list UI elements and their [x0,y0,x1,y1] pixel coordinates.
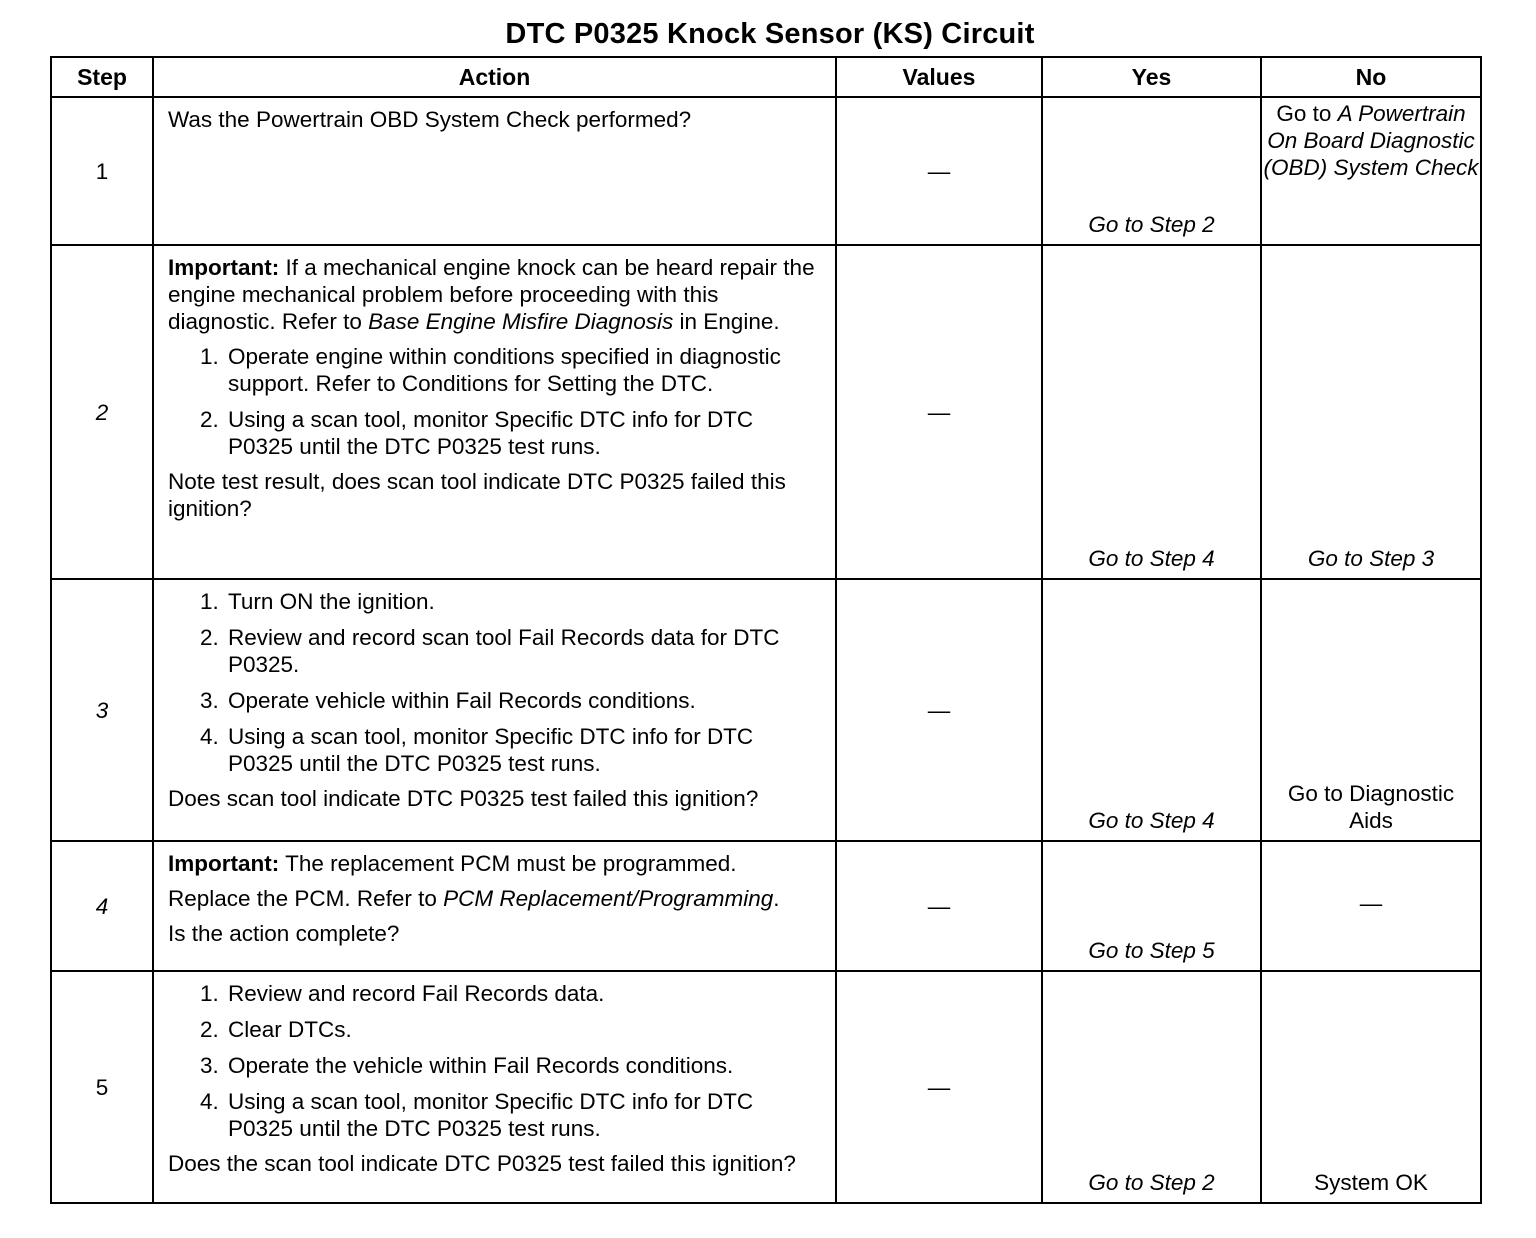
values-cell: — [836,97,1042,245]
important-label: Important: [168,255,280,280]
important-note [168,254,821,335]
action-question: Does the scan tool indicate DTC P0325 test failed this ignition? [168,1151,796,1176]
substeps-list [168,980,821,1142]
no-cell: Go to Diagnostic Aids [1261,579,1481,841]
list-item: 1. Turn ON the ignition. [225,588,821,615]
important-text: The replacement PCM must be programmed. [279,851,737,876]
values-cell: — [836,841,1042,971]
action-question: Does scan tool indicate DTC P0325 test failed this ignition? [168,786,759,811]
action-cell [153,971,836,1203]
list-item: 3. Operate the vehicle within Fail Records conditions. [225,1052,821,1079]
step-number: 1 [51,97,153,245]
list-item: 4. Using a scan tool, monitor Specific DTC info for DTC P0325 until the DTC P0325 test runs. [225,1088,821,1142]
replace-instruction [168,885,821,912]
replace-reference: PCM Replacement/Programming [443,886,774,911]
list-item: 3. Operate vehicle within Fail Records conditions. [225,687,821,714]
replace-tail: . [773,886,780,911]
action-cell [153,841,836,971]
table-row-step-3 [51,579,1481,841]
substeps-list [168,588,821,777]
values-cell: — [836,971,1042,1203]
step-number: 5 [51,971,153,1203]
yes-cell: Go to Step 2 [1042,971,1261,1203]
important-tail: in Engine. [673,309,780,334]
table-row-step-2 [51,245,1481,579]
no-cell: Go to Step 3 [1261,245,1481,579]
yes-cell: Go to Step 5 [1042,841,1261,971]
header-action: Action [153,57,836,97]
yes-cell: Go to Step 4 [1042,245,1261,579]
no-reference: A Powertrain On Board Diagnostic (OBD) System Check [1263,101,1479,180]
replace-prefix: Replace the PCM. Refer to [168,886,444,911]
no-cell: — [1261,841,1481,971]
header-yes: Yes [1042,57,1261,97]
page-title: DTC P0325 Knock Sensor (KS) Circuit [505,18,1035,50]
important-note [168,850,821,877]
step-number: 4 [51,841,153,971]
important-label: Important: [168,851,280,876]
header-row [51,57,1481,97]
table-row-step-5 [51,971,1481,1203]
action-cell [153,97,836,245]
action-question: Is the action complete? [168,921,400,946]
header-values: Values [836,57,1042,97]
no-cell [1261,97,1481,245]
no-prefix: Go to [1276,101,1338,126]
list-item: 1. Operate engine within conditions specified in diagnostic support. Refer to Conditions for Setting the DTC. [225,343,821,397]
list-item: 2. Review and record scan tool Fail Records data for DTC P0325. [225,624,821,678]
action-question: Note test result, does scan tool indicate DTC P0325 failed this ignition? [168,469,786,521]
no-cell: System OK [1261,971,1481,1203]
action-cell [153,579,836,841]
list-item: 1. Review and record Fail Records data. [225,980,821,1007]
action-cell [153,245,836,579]
substeps-list [168,343,821,460]
important-text: If a mechanical engine knock can be heard repair the engine mechanical problem before proceeding with this diagnostic. Refer to [168,255,815,334]
table-row-step-4 [51,841,1481,971]
list-item: 2. Using a scan tool, monitor Specific DTC info for DTC P0325 until the DTC P0325 test runs. [225,406,821,460]
action-question: Was the Powertrain OBD System Check performed? [168,107,692,132]
header-no: No [1261,57,1481,97]
yes-cell: Go to Step 4 [1042,579,1261,841]
step-number: 3 [51,579,153,841]
table-row-step-1 [51,97,1481,245]
header-step: Step [51,57,153,97]
list-item: 2. Clear DTCs. [225,1016,821,1043]
values-cell: — [836,245,1042,579]
step-number: 2 [51,245,153,579]
list-item: 4. Using a scan tool, monitor Specific DTC info for DTC P0325 until the DTC P0325 test runs. [225,723,821,777]
diagnostic-table [50,56,1482,1204]
values-cell: — [836,579,1042,841]
important-reference: Base Engine Misfire Diagnosis [368,309,674,334]
yes-cell: Go to Step 2 [1042,97,1261,245]
